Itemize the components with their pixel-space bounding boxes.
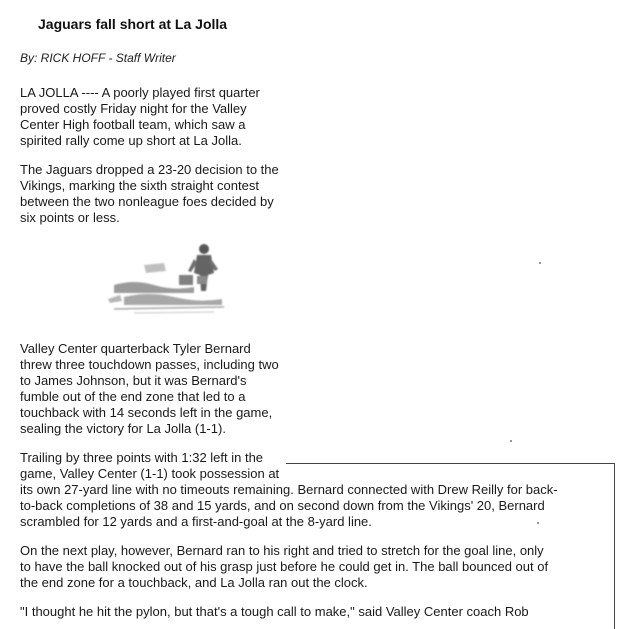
paragraph-line: On the next play, however, Bernard ran to his right and tried to stretch for the goal line, only <box>20 543 544 558</box>
paragraph-3 <box>20 341 320 437</box>
scan-speck <box>537 522 539 524</box>
paragraph-line: The Jaguars dropped a 23-20 decision to the <box>20 162 279 177</box>
paragraph-line: proved costly Friday night for the Valley <box>20 101 247 116</box>
paragraph-1 <box>20 85 320 149</box>
paragraph-line: Center High football team, which saw a <box>20 117 246 132</box>
paragraph-line: scrambled for 12 yards and a first-and-goal at the 8-yard line. <box>20 514 372 529</box>
paragraph-2 <box>20 162 320 226</box>
paragraph-line: sealing the victory for La Jolla (1-1). <box>20 421 226 436</box>
paragraph-line: "I thought he hit the pylon, but that's a tough call to make," said Valley Center coach Rob <box>20 604 529 619</box>
paragraph-line: to-back completions of 38 and 15 yards, and on second down from the Vikings' 20, Bernard <box>20 498 545 513</box>
paragraph-line: touchback with 14 seconds left in the game, <box>20 405 273 420</box>
paragraph-line: Trailing by three points with 1:32 left in the <box>20 450 264 465</box>
paragraph-line: threw three touchdown passes, including two <box>20 357 279 372</box>
column-divider-line <box>286 463 615 464</box>
photo-graphic <box>104 235 234 317</box>
paragraph-line: Valley Center quarterback Tyler Bernard <box>20 341 251 356</box>
paragraph-line: Vikings, marking the sixth straight contest <box>20 178 259 193</box>
paragraph-line: the end zone for a touchback, and La Jolla ran out the clock. <box>20 575 368 590</box>
paragraph-line: between the two nonleague foes decided by <box>20 194 274 209</box>
paragraph-4 <box>20 450 612 530</box>
football-action-photo <box>104 235 234 317</box>
article-headline: Jaguars fall short at La Jolla <box>38 16 228 32</box>
paragraph-line: six points or less. <box>20 210 120 225</box>
paragraph-line: to James Johnson, but it was Bernard's <box>20 373 247 388</box>
scan-speck <box>539 262 541 264</box>
paragraph-line: to have the ball knocked out of his grasp just before he could get in. The ball bounced out of <box>20 559 549 574</box>
paragraph-line: LA JOLLA ---- A poorly played first quarter <box>20 85 260 100</box>
paragraph-line: spirited rally come up short at La Jolla. <box>20 133 242 148</box>
article-byline: By: RICK HOFF - Staff Writer <box>20 51 176 65</box>
paragraph-5 <box>20 543 612 591</box>
page-edge-line <box>614 463 615 629</box>
paragraph-line: fumble out of the end zone that led to a <box>20 389 246 404</box>
paragraph-line: game, Valley Center (1-1) took possession at <box>20 466 280 481</box>
paragraph-line: its own 27-yard line with no timeouts remaining. Bernard connected with Drew Reilly for back- <box>20 482 558 497</box>
paragraph-6 <box>20 604 612 620</box>
scan-speck <box>510 440 512 442</box>
